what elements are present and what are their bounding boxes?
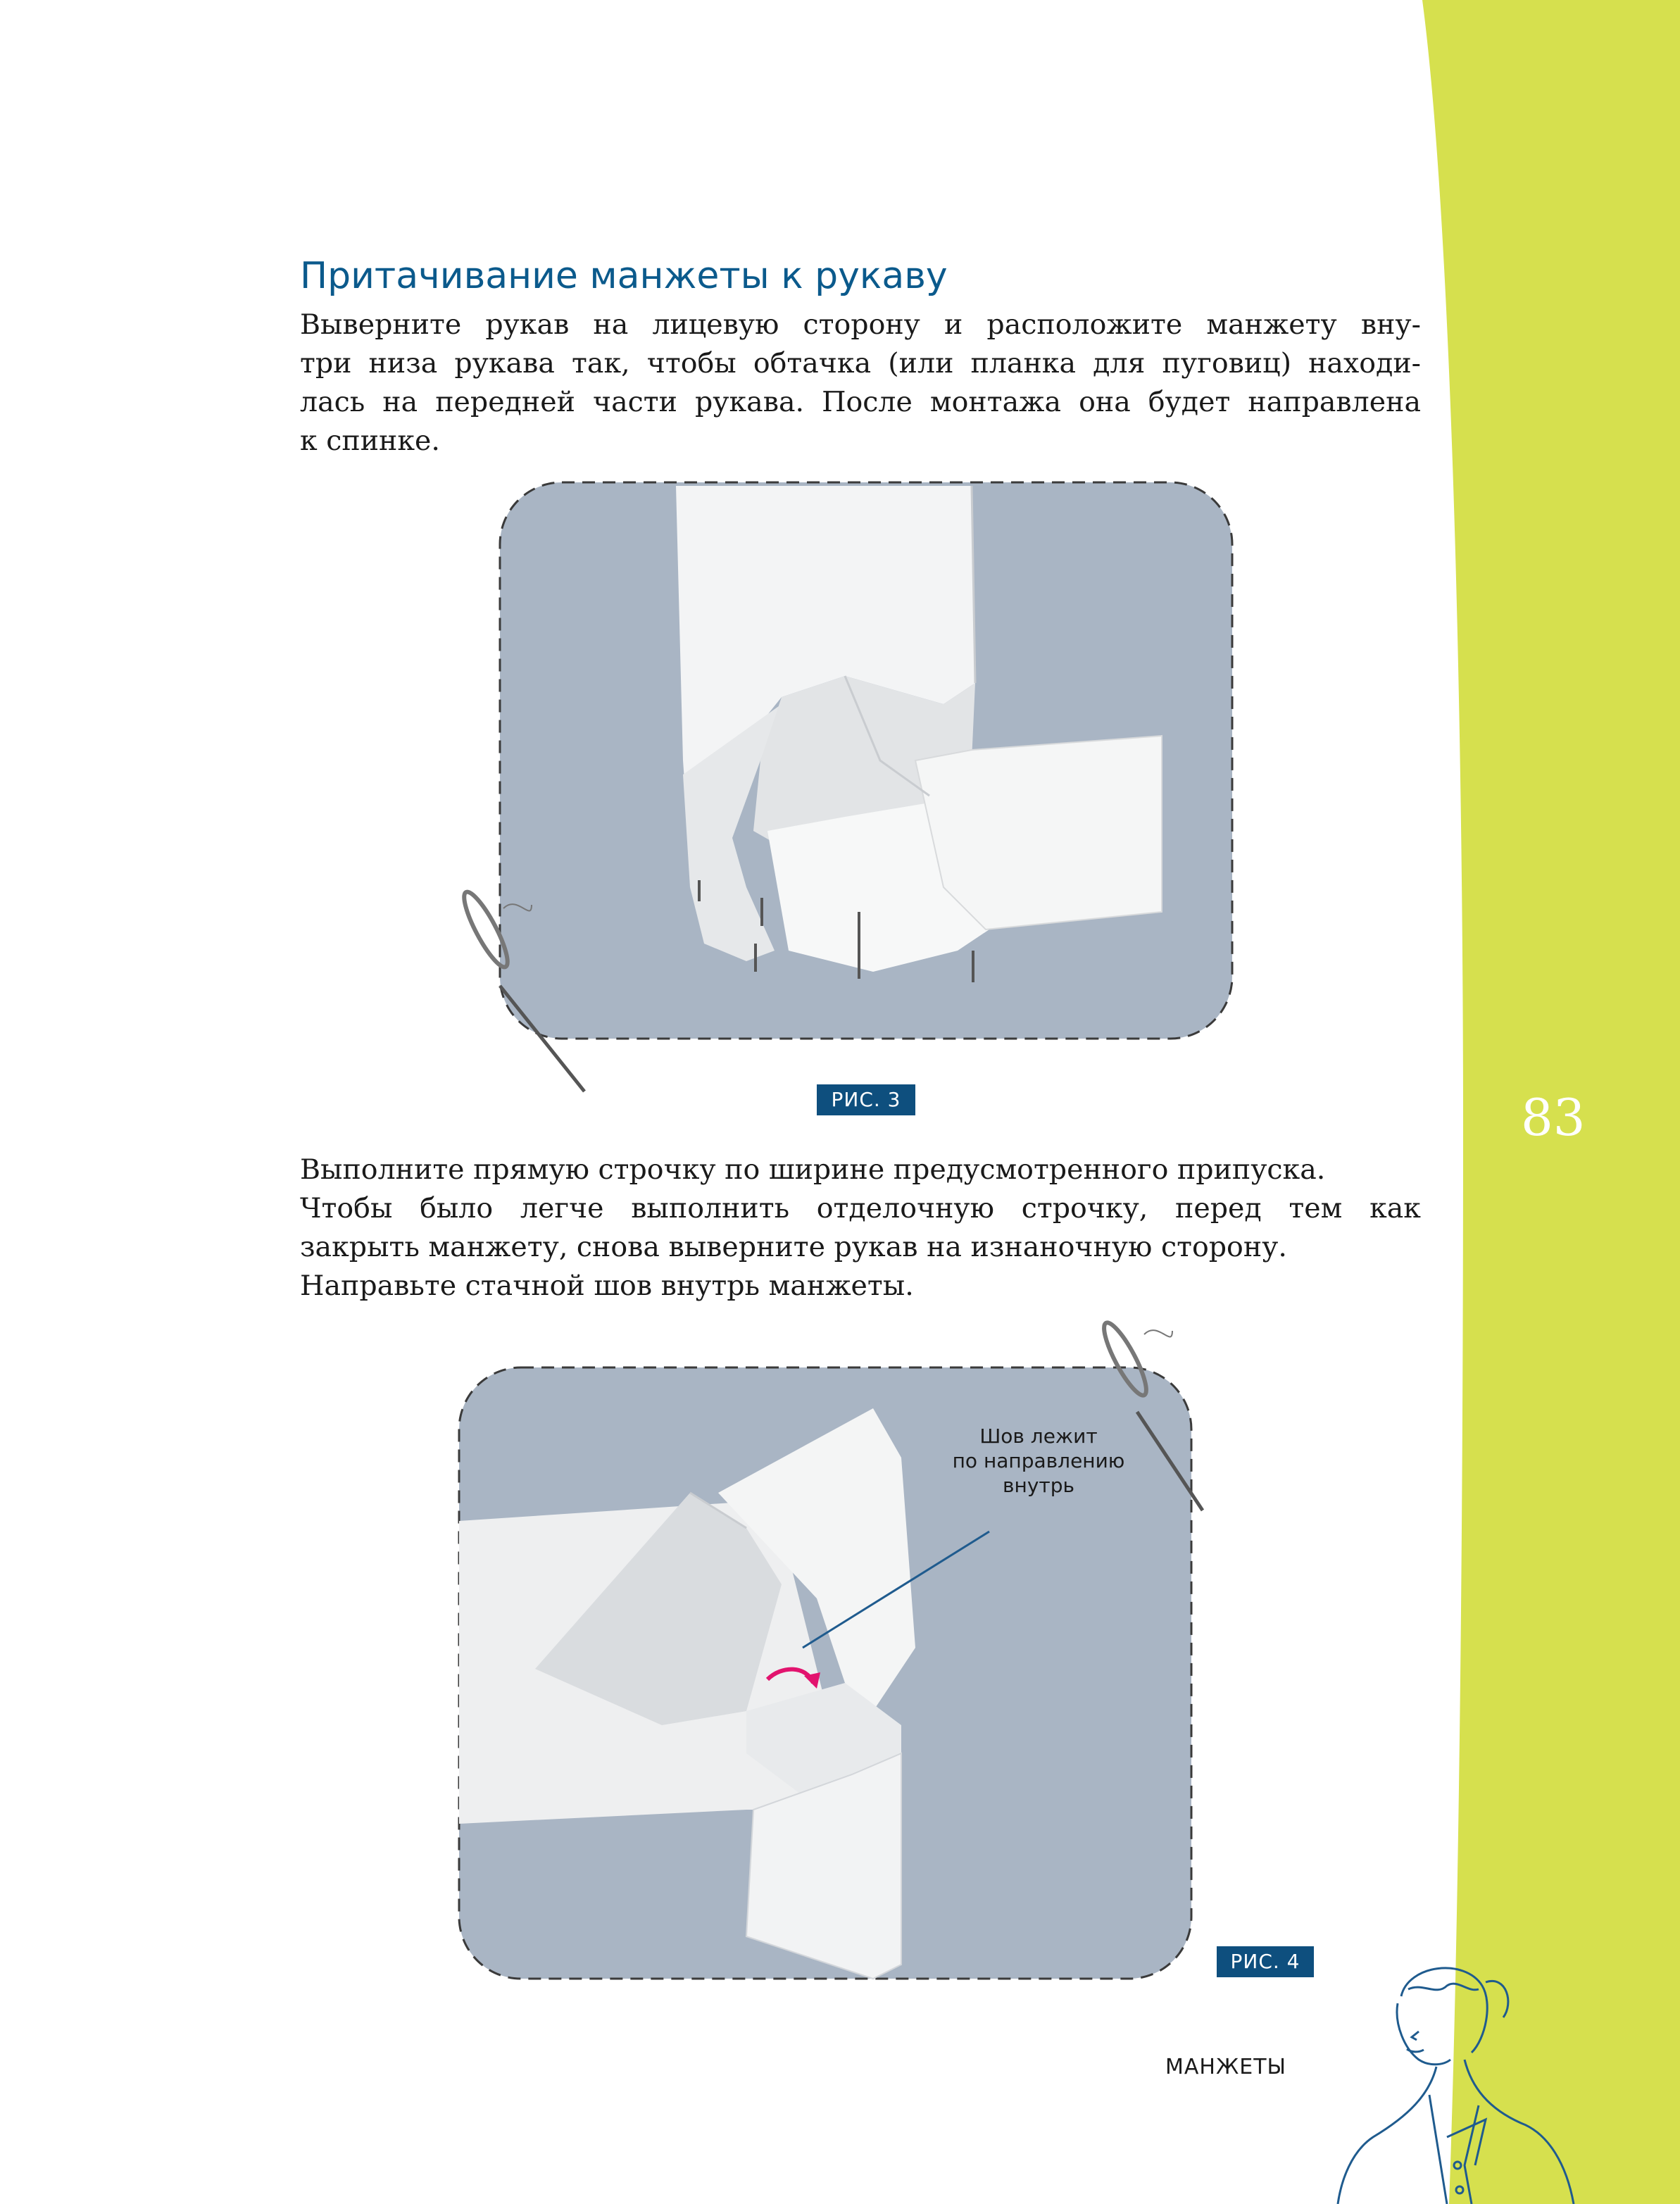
text-line: лась на передней части рукава. После монтажа она будет направлена (300, 386, 1421, 418)
figure-4-photo (451, 1317, 1225, 1993)
section-heading: Притачивание манжеты к рукаву (300, 255, 948, 297)
text-line: к спинке. (300, 425, 440, 457)
callout-line: по направлению (952, 1449, 1125, 1472)
callout-line: внутрь (1003, 1474, 1074, 1497)
text-line: три низа рукава так, чтобы обтачка (или планка для пуговиц) находи- (300, 347, 1421, 380)
page-number: 83 (1521, 1088, 1586, 1147)
text-line: закрыть манжету, снова выверните рукав на изнаночную сторону. (300, 1231, 1287, 1263)
callout-line: Шов лежит (979, 1425, 1098, 1448)
text-line: Выполните прямую строчку по ширине предусмотренного припуска. (300, 1153, 1326, 1186)
paragraph-instructions-1 (300, 306, 1421, 461)
woman-portrait-illustration (1324, 1954, 1591, 2204)
figure-4-callout (919, 1424, 1158, 1498)
chapter-title: МАНЖЕТЫ (1165, 2055, 1287, 2079)
figure-3-photo (451, 465, 1260, 1113)
paragraph-instructions-2 (300, 1151, 1421, 1306)
text-line: Выверните рукав на лицевую сторону и расположите манжету вну- (300, 308, 1421, 341)
figure-4-label: РИС. 4 (1217, 1946, 1314, 1977)
text-line: Направьте стачной шов внутрь манжеты. (300, 1270, 914, 1302)
text-line: Чтобы было легче выполнить отделочную строчку, перед тем как (300, 1192, 1421, 1225)
figure-3-label: РИС. 3 (817, 1084, 915, 1115)
